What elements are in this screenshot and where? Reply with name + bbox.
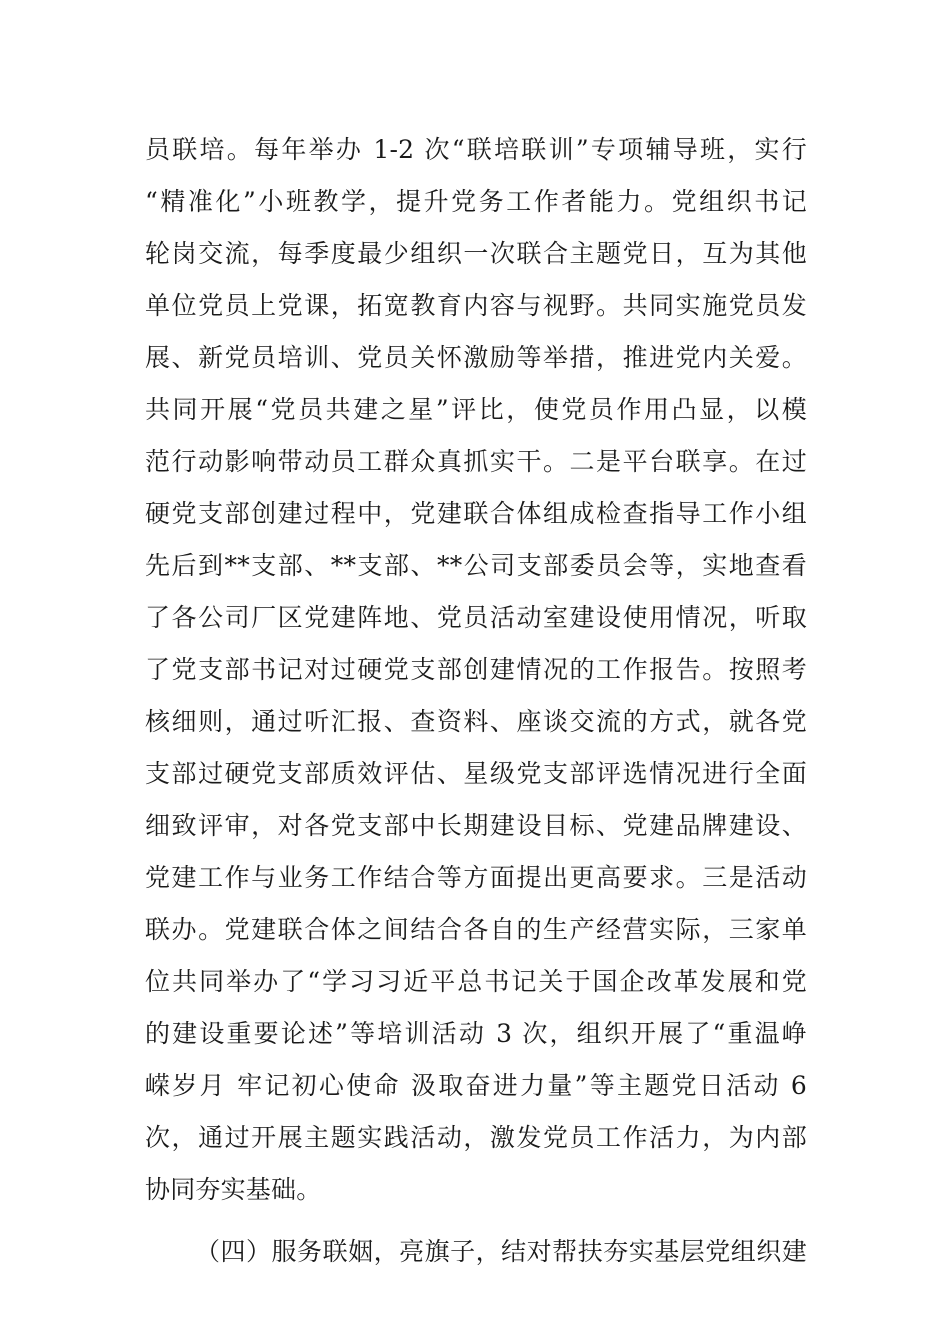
body-text-line-14: 细致评审，对各党支部中长期建设目标、党建品牌建设、 xyxy=(145,811,807,840)
section-heading: （四）服务联姻，亮旗子，结对帮扶夯实基层党组织建 xyxy=(195,1237,807,1266)
body-text-line-18: 的建设重要论述”等培训活动 3 次，组织开展了“重温峥 xyxy=(145,1019,807,1048)
body-text-line-8: 硬党支部创建过程中，党建联合体组成检查指导工作小组 xyxy=(145,499,807,528)
body-text-line-12: 核细则，通过听汇报、查资料、座谈交流的方式，就各党 xyxy=(145,707,807,736)
body-text-line-10: 了各公司厂区党建阵地、党员活动室建设使用情况，听取 xyxy=(145,603,807,632)
body-text-line-3: 轮岗交流，每季度最少组织一次联合主题党日，互为其他 xyxy=(145,239,807,268)
body-text-line-19: 嵘岁月 牢记初心使命 汲取奋进力量”等主题党日活动 6 xyxy=(145,1071,807,1100)
body-text-line-13: 支部过硬党支部质效评估、星级党支部评选情况进行全面 xyxy=(145,759,807,788)
body-text-line-9: 先后到**支部、**支部、**公司支部委员会等，实地查看 xyxy=(145,551,807,580)
body-text-line-17: 位共同举办了“学习习近平总书记关于国企改革发展和党 xyxy=(145,967,807,996)
body-text-line-2: “精准化”小班教学，提升党务工作者能力。党组织书记 xyxy=(145,187,807,216)
body-text-line-21: 协同夯实基础。 xyxy=(145,1175,322,1204)
body-text-line-5: 展、新党员培训、党员关怀激励等举措，推进党内关爱。 xyxy=(145,343,807,372)
body-text-line-7: 范行动影响带动员工群众真抓实干。二是平台联享。在过 xyxy=(145,447,807,476)
body-text-line-20: 次，通过开展主题实践活动，激发党员工作活力，为内部 xyxy=(145,1123,807,1152)
body-text-line-15: 党建工作与业务工作结合等方面提出更高要求。三是活动 xyxy=(145,863,807,892)
body-text-line-1: 员联培。每年举办 1-2 次“联培联训”专项辅导班，实行 xyxy=(145,135,807,164)
body-text-line-6: 共同开展“党员共建之星”评比，使党员作用凸显，以模 xyxy=(145,395,807,424)
body-text-line-16: 联办。党建联合体之间结合各自的生产经营实际，三家单 xyxy=(145,915,807,944)
body-text-line-11: 了党支部书记对过硬党支部创建情况的工作报告。按照考 xyxy=(145,655,807,684)
body-text-line-4: 单位党员上党课，拓宽教育内容与视野。共同实施党员发 xyxy=(145,291,807,320)
